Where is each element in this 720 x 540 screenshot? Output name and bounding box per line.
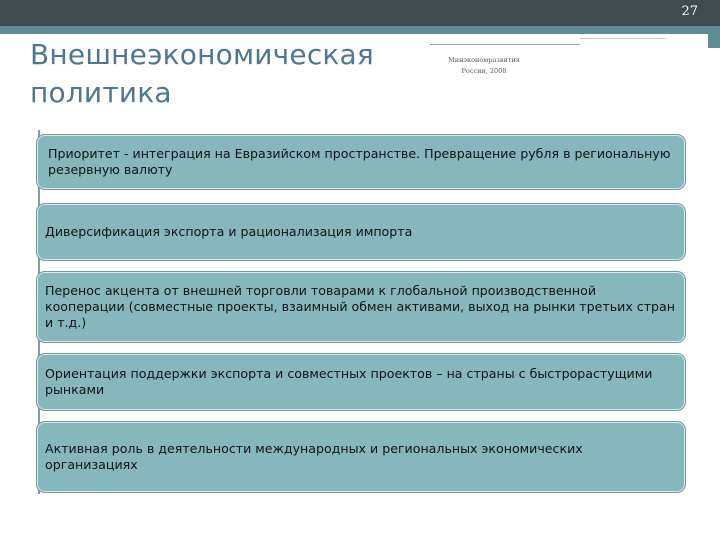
list-item-text: Приоритет - интеграция на Евразийском пространстве. Превращение рубля в региональную резервную валюту <box>48 146 671 177</box>
slide-title-line-1: Внешнеэкономическая <box>30 38 374 71</box>
source-note-line-1: Минэкономразвития <box>448 56 520 64</box>
header-accent-stripe <box>0 26 720 34</box>
slide-title <box>30 36 430 112</box>
list-item-text: Перенос акцента от внешней торговли товарами к глобальной производственной кооперации (совместные проекты, взаимный обмен активами, выход на рынки третьих стран и т.д.) <box>45 283 675 330</box>
list-item-international-organizations <box>36 421 686 493</box>
list-item-production-cooperation <box>36 271 686 343</box>
list-item-text: Диверсификация экспорта и рационализация импорта <box>45 224 413 239</box>
slide-title-line-2: политика <box>30 76 172 109</box>
header-accent-corner <box>708 26 720 48</box>
source-note <box>434 55 534 77</box>
title-divider <box>430 44 580 45</box>
list-item-diversification <box>36 203 686 261</box>
list-item-export-support <box>36 353 686 411</box>
list-item-text: Активная роль в деятельности международных и региональных экономических организациях <box>45 441 583 472</box>
title-divider-right <box>580 38 666 39</box>
source-note-line-2: России, 2008 <box>461 67 507 75</box>
list-item-priority <box>36 134 686 190</box>
slide-number: 27 <box>681 4 698 19</box>
list-item-text: Ориентация поддержки экспорта и совместных проектов – на страны с быстрорастущими рынками <box>45 366 653 397</box>
header-band <box>0 0 720 26</box>
